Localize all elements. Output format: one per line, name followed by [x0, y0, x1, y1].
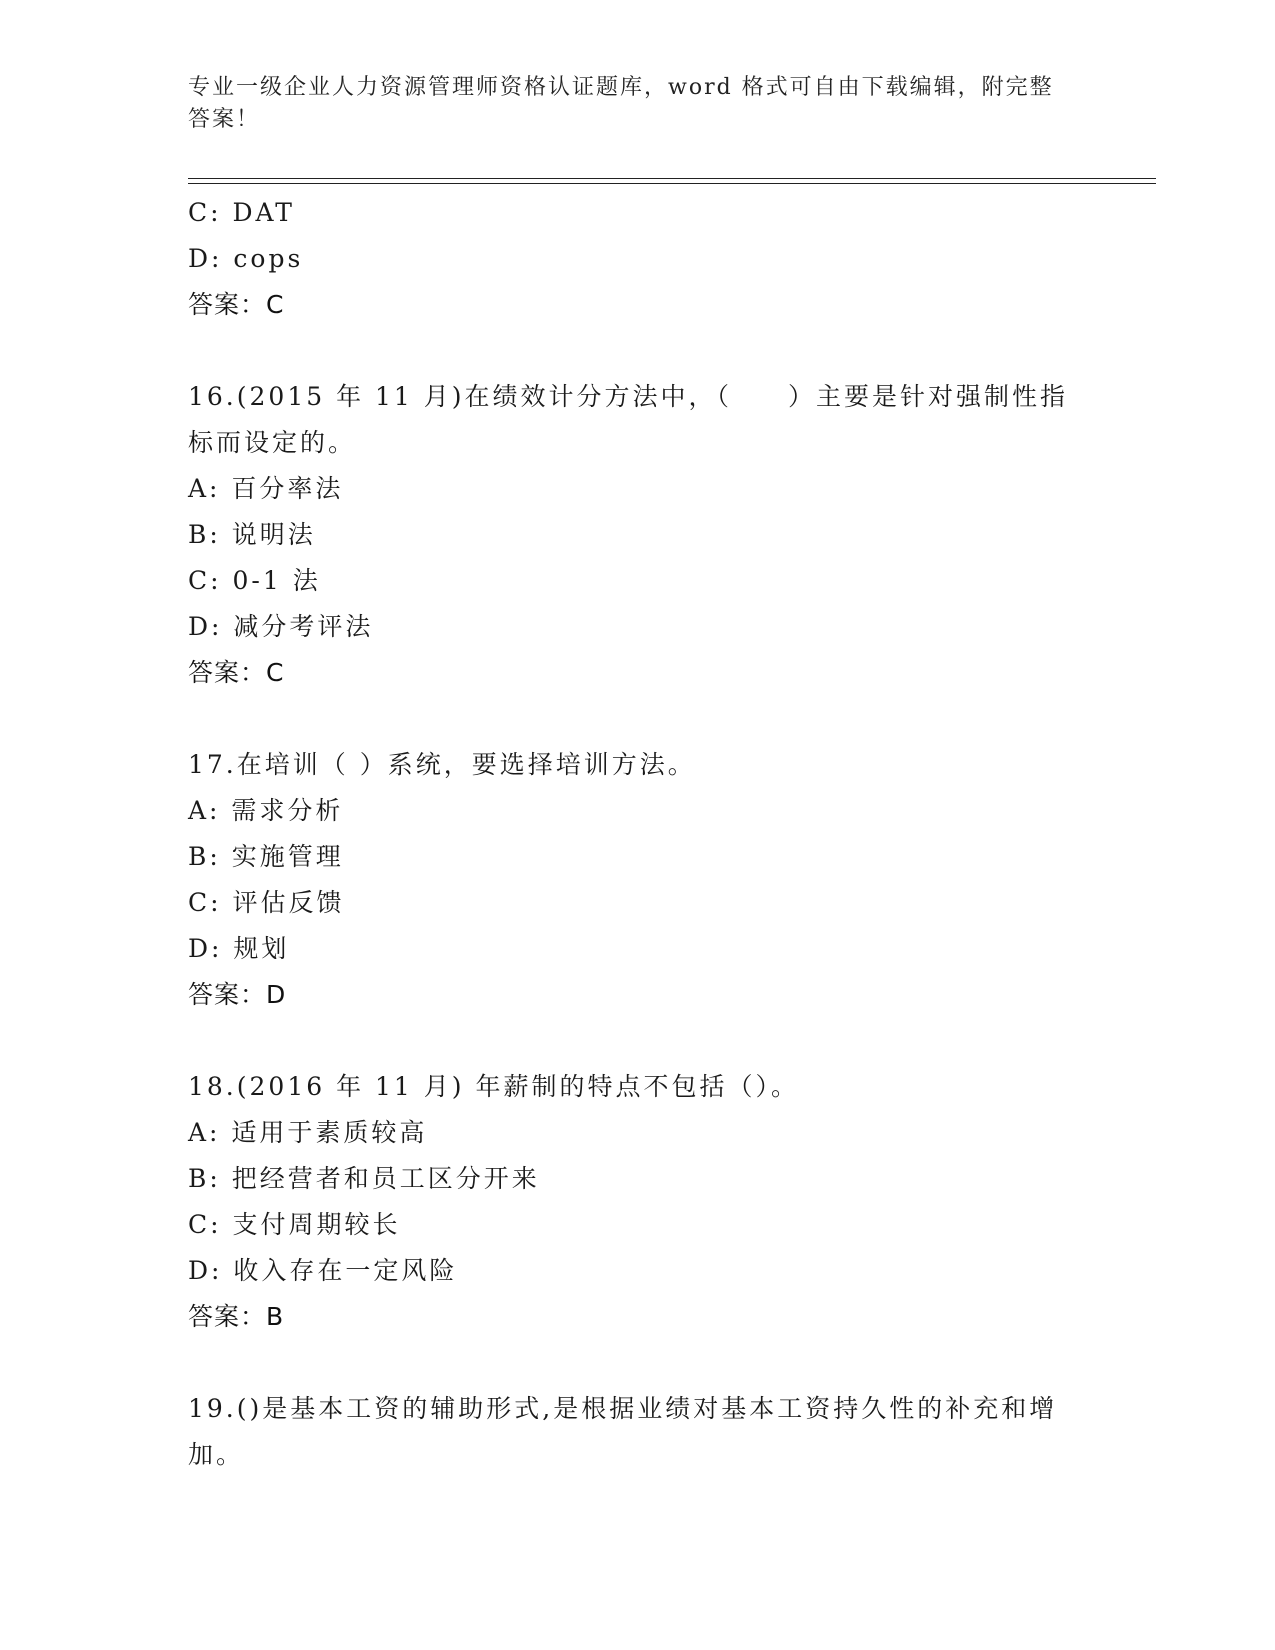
option-b: B: 把经营者和员工区分开来	[188, 1164, 540, 1193]
option-c: C: 0-1 法	[188, 566, 321, 595]
option-d: D: 减分考评法	[188, 612, 374, 641]
option-c: C: 评估反馈	[188, 888, 345, 917]
answer: 答案：C	[188, 658, 285, 687]
option-d: D: 收入存在一定风险	[188, 1256, 458, 1285]
option-b: B: 实施管理	[188, 842, 344, 871]
document-body	[188, 190, 1078, 1478]
question-block-16	[188, 374, 1078, 696]
spacer	[188, 1018, 1078, 1064]
option-d: D: cops	[188, 244, 304, 273]
question-block-15	[188, 190, 1078, 328]
header-rule-bottom	[188, 183, 1156, 184]
spacer	[188, 696, 1078, 742]
question-block-18	[188, 1064, 1078, 1340]
option-a: A: 百分率法	[188, 474, 344, 503]
option-a: A: 适用于素质较高	[188, 1118, 428, 1147]
option-c: C: 支付周期较长	[188, 1210, 401, 1239]
answer: 答案：B	[188, 1302, 285, 1331]
spacer	[188, 1340, 1078, 1386]
header-rule-top	[188, 178, 1156, 179]
header-title: 专业一级企业人力资源管理师资格认证题库，word 格式可自由下载编辑，附完整答案！	[188, 75, 1054, 132]
answer: 答案：D	[188, 980, 287, 1009]
option-c: C: DAT	[188, 198, 295, 227]
question-block-19	[188, 1386, 1078, 1478]
question-stem: 17.在培训（ ）系统，要选择培训方法。	[188, 750, 696, 779]
option-a: A: 需求分析	[188, 796, 344, 825]
answer: 答案：C	[188, 290, 285, 319]
spacer	[188, 328, 1078, 374]
question-stem: 19.()是基本工资的辅助形式,是根据业绩对基本工资持久性的补充和增加。	[188, 1394, 1058, 1469]
option-b: B: 说明法	[188, 520, 316, 549]
question-stem: 18.(2016 年 11 月) 年薪制的特点不包括（）。	[188, 1072, 799, 1101]
question-stem: 16.(2015 年 11 月)在绩效计分方法中，（ ）主要是针对强制性指标而设定的。	[188, 382, 1069, 457]
question-block-17	[188, 742, 1078, 1018]
option-d: D: 规划	[188, 934, 290, 963]
document-header	[188, 72, 1068, 136]
